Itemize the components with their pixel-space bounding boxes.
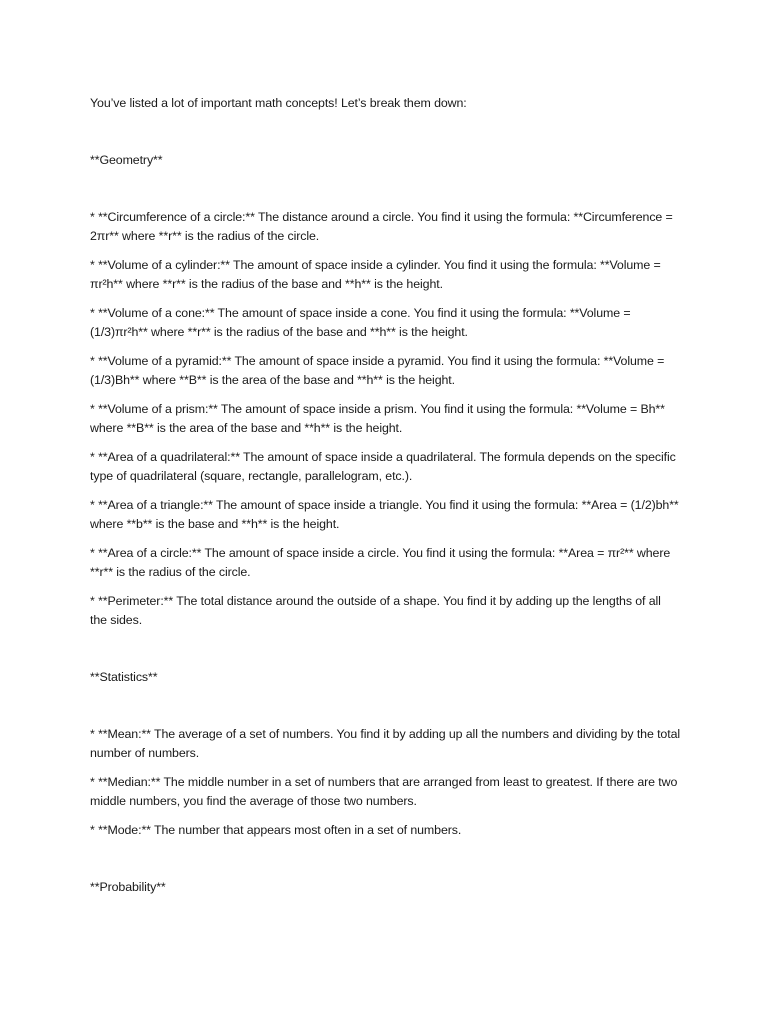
list-item: * **Volume of a pyramid:** The amount of space inside a pyramid. You find it using the formula: **Volume = (1/3)Bh** where **B** is the area of the base and **h** is the height. xyxy=(90,354,665,387)
list-item: * **Area of a quadrilateral:** The amount of space inside a quadrilateral. The formula depends on the specific type of quadrilateral (square, rectangle, parallelogram, etc.). xyxy=(90,450,676,483)
geometry-list xyxy=(90,208,680,630)
spacer xyxy=(90,113,680,151)
spacer xyxy=(90,687,680,725)
list-item: * **Perimeter:** The total distance around the outside of a shape. You find it by adding up the lengths of all the sides. xyxy=(90,594,661,627)
list-item: * **Volume of a cylinder:** The amount of space inside a cylinder. You find it using the formula: **Volume = πr²h** where **r** is the radius of the base and **h** is the height. xyxy=(90,258,661,291)
document-body xyxy=(90,94,680,897)
list-item: * **Area of a circle:** The amount of space inside a circle. You find it using the formula: **Area = πr²** where **r** is the radius of the circle. xyxy=(90,546,671,579)
intro-paragraph: You’ve listed a lot of important math concepts! Let’s break them down: xyxy=(90,96,467,110)
section-heading-statistics: **Statistics** xyxy=(90,670,158,684)
list-item: * **Volume of a cone:** The amount of space inside a cone. You find it using the formula: **Volume = (1/3)πr²h** where **r** is the radius of the base and **h** is the height. xyxy=(90,306,631,339)
spacer xyxy=(90,630,680,668)
section-heading-probability: **Probability** xyxy=(90,880,166,894)
list-item: * **Circumference of a circle:** The distance around a circle. You find it using the formula: **Circumference = 2πr** where **r** is the radius of the circle. xyxy=(90,210,673,243)
list-item: * **Median:** The middle number in a set of numbers that are arranged from least to greatest. If there are two middle numbers, you find the average of those two numbers. xyxy=(90,775,678,808)
section-heading-geometry: **Geometry** xyxy=(90,153,163,167)
list-item: * **Mode:** The number that appears most often in a set of numbers. xyxy=(90,823,462,837)
list-item: * **Mean:** The average of a set of numbers. You find it by adding up all the numbers and dividing by the total number of numbers. xyxy=(90,727,681,760)
spacer xyxy=(90,840,680,878)
list-item: * **Area of a triangle:** The amount of space inside a triangle. You find it using the formula: **Area = (1/2)bh** where **b** is the base and **h** is the height. xyxy=(90,498,679,531)
statistics-list xyxy=(90,725,680,840)
list-item: * **Volume of a prism:** The amount of space inside a prism. You find it using the formula: **Volume = Bh** where **B** is the area of the base and **h** is the height. xyxy=(90,402,665,435)
spacer xyxy=(90,170,680,208)
